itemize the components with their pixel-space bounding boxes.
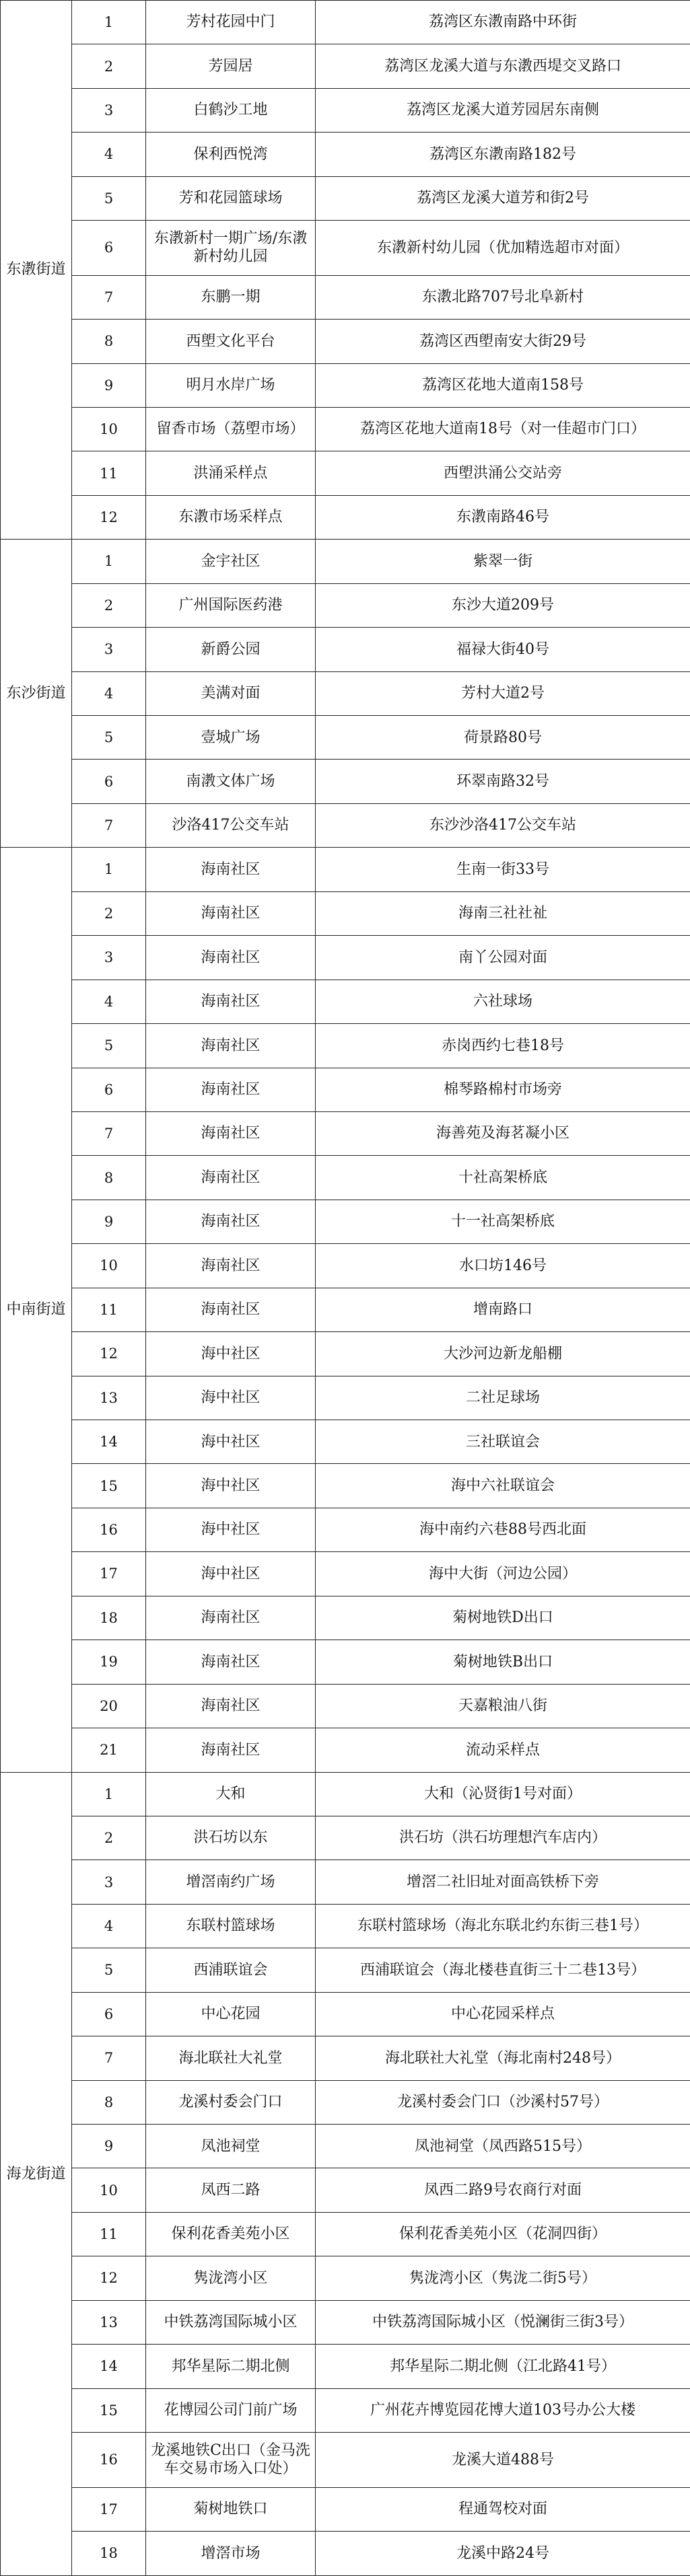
address-cell: 海南三社社祉 (316, 891, 690, 935)
row-number-cell: 5 (72, 176, 146, 220)
row-number-cell: 14 (72, 1420, 146, 1464)
address-cell: 荔湾区西塱南安大街29号 (316, 320, 690, 363)
table-row (1, 320, 690, 363)
row-number-cell: 19 (72, 1640, 146, 1684)
table-row (1, 1552, 690, 1596)
site-name-cell: 大和 (146, 1772, 316, 1816)
site-name-cell: 海中社区 (146, 1552, 316, 1596)
address-cell: 龙溪中路24号 (316, 2532, 690, 2576)
table-row (1, 1904, 690, 1948)
table-row (1, 451, 690, 495)
table-row (1, 1772, 690, 1816)
row-number-cell: 6 (72, 760, 146, 803)
table-row (1, 363, 690, 407)
table-row (1, 2433, 690, 2487)
site-name-cell: 海南社区 (146, 1288, 316, 1331)
address-cell: 赤岗西约七巷18号 (316, 1024, 690, 1068)
row-number-cell: 9 (72, 1200, 146, 1243)
site-name-cell: 金宇社区 (146, 540, 316, 583)
row-number-cell: 4 (72, 133, 146, 176)
table-row (1, 936, 690, 980)
site-name-cell: 海中社区 (146, 1376, 316, 1420)
address-cell: 东漖新村幼儿园（优加精选超市对面） (316, 221, 690, 275)
address-cell: 南丫公园对面 (316, 936, 690, 980)
address-cell: 隽泷湾小区（隽泷二街5号） (316, 2256, 690, 2300)
address-cell: 海北联社大礼堂（海北南村248号） (316, 2036, 690, 2080)
address-cell: 六社球场 (316, 980, 690, 1023)
row-number-cell: 7 (72, 1111, 146, 1155)
row-number-cell: 5 (72, 1024, 146, 1068)
table-row (1, 407, 690, 451)
address-cell: 东沙大道209号 (316, 583, 690, 627)
address-cell: 荷景路80号 (316, 716, 690, 760)
site-name-cell: 龙溪村委会门口 (146, 2080, 316, 2124)
address-cell: 东沙沙洛417公交车站 (316, 803, 690, 847)
address-cell: 菊树地铁B出口 (316, 1640, 690, 1684)
table-row (1, 1244, 690, 1288)
address-cell: 荔湾区东漖南路中环街 (316, 1, 690, 44)
site-name-cell: 海南社区 (146, 891, 316, 935)
row-number-cell: 3 (72, 1860, 146, 1904)
row-number-cell: 13 (72, 2300, 146, 2344)
table-row (1, 1288, 690, 1331)
table-row (1, 2487, 690, 2531)
site-name-cell: 东漖市场采样点 (146, 495, 316, 539)
table-row (1, 1640, 690, 1684)
address-cell: 凤池祠堂（凤西路515号） (316, 2125, 690, 2168)
address-cell: 龙溪村委会门口（沙溪村57号） (316, 2080, 690, 2124)
site-name-cell: 保利西悦湾 (146, 133, 316, 176)
site-name-cell: 海南社区 (146, 936, 316, 980)
table-row (1, 1420, 690, 1464)
address-cell: 海中六社联谊会 (316, 1464, 690, 1508)
table-row (1, 848, 690, 891)
row-number-cell: 5 (72, 716, 146, 760)
address-cell: 邦华星际二期北侧（江北路41号） (316, 2345, 690, 2388)
table-row (1, 2345, 690, 2388)
table-row (1, 1992, 690, 2036)
row-number-cell: 6 (72, 1992, 146, 2036)
site-name-cell: 壹城广场 (146, 716, 316, 760)
address-cell: 东漖北路707号北阜新村 (316, 275, 690, 319)
row-number-cell: 7 (72, 2036, 146, 2080)
site-name-cell: 中心花园 (146, 1992, 316, 2036)
address-cell: 洪石坊（洪石坊理想汽车店内） (316, 1816, 690, 1860)
address-cell: 广州花卉博览园花博大道103号办公大楼 (316, 2388, 690, 2432)
address-cell: 荔湾区东漖南路182号 (316, 133, 690, 176)
table-row (1, 1200, 690, 1243)
address-cell: 增滘二社旧址对面高铁桥下旁 (316, 1860, 690, 1904)
site-name-cell: 邦华星际二期北侧 (146, 2345, 316, 2388)
table-row (1, 2300, 690, 2344)
site-name-cell: 海中社区 (146, 1420, 316, 1464)
row-number-cell: 18 (72, 2532, 146, 2576)
site-name-cell: 海南社区 (146, 1156, 316, 1200)
row-number-cell: 5 (72, 1948, 146, 1992)
table-row (1, 2125, 690, 2168)
site-name-cell: 海南社区 (146, 980, 316, 1023)
row-number-cell: 2 (72, 583, 146, 627)
address-cell: 西浦联谊会（海北楼巷直街三十二巷13号） (316, 1948, 690, 1992)
address-cell: 海中大街（河边公园） (316, 1552, 690, 1596)
site-name-cell: 芳村花园中门 (146, 1, 316, 44)
site-name-cell: 美满对面 (146, 671, 316, 715)
address-cell: 环翠南路32号 (316, 760, 690, 803)
row-number-cell: 16 (72, 2433, 146, 2487)
row-number-cell: 1 (72, 848, 146, 891)
address-cell: 东漖南路46号 (316, 495, 690, 539)
table-row (1, 2256, 690, 2300)
row-number-cell: 4 (72, 671, 146, 715)
table-row (1, 1816, 690, 1860)
row-number-cell: 6 (72, 1068, 146, 1111)
address-cell: 荔湾区龙溪大道芳园居东南侧 (316, 88, 690, 132)
site-name-cell: 海南社区 (146, 1200, 316, 1243)
site-name-cell: 留香市场（荔塱市场） (146, 407, 316, 451)
site-name-cell: 白鹤沙工地 (146, 88, 316, 132)
address-cell: 荔湾区龙溪大道芳和街2号 (316, 176, 690, 220)
table-row (1, 980, 690, 1023)
address-cell: 天嘉粮油八街 (316, 1684, 690, 1728)
row-number-cell: 4 (72, 980, 146, 1023)
site-name-cell: 新爵公园 (146, 628, 316, 671)
table-row (1, 1024, 690, 1068)
row-number-cell: 11 (72, 2212, 146, 2256)
table-row (1, 671, 690, 715)
address-cell: 菊树地铁D出口 (316, 1596, 690, 1640)
table-row (1, 760, 690, 803)
row-number-cell: 17 (72, 1552, 146, 1596)
table-row (1, 88, 690, 132)
site-name-cell: 凤西二路 (146, 2168, 316, 2212)
row-number-cell: 1 (72, 540, 146, 583)
table-row (1, 495, 690, 539)
address-cell: 保利花香美苑小区（花洞四街） (316, 2212, 690, 2256)
address-cell: 二社足球场 (316, 1376, 690, 1420)
address-cell: 大沙河边新龙船棚 (316, 1332, 690, 1376)
site-name-cell: 东联村篮球场 (146, 1904, 316, 1948)
row-number-cell: 15 (72, 2388, 146, 2432)
table-row (1, 2168, 690, 2212)
site-name-cell: 明月水岸广场 (146, 363, 316, 407)
row-number-cell: 1 (72, 1, 146, 44)
site-name-cell: 芳和花园篮球场 (146, 176, 316, 220)
table-row (1, 583, 690, 627)
row-number-cell: 10 (72, 407, 146, 451)
site-name-cell: 海南社区 (146, 848, 316, 891)
site-name-cell: 增滘南约广场 (146, 1860, 316, 1904)
row-number-cell: 9 (72, 2125, 146, 2168)
address-cell: 程通驾校对面 (316, 2487, 690, 2531)
address-cell: 芳村大道2号 (316, 671, 690, 715)
site-name-cell: 洪涌采样点 (146, 451, 316, 495)
district-cell: 海龙街道 (1, 1772, 72, 2575)
site-name-cell: 保利花香美苑小区 (146, 2212, 316, 2256)
site-name-cell: 广州国际医药港 (146, 583, 316, 627)
site-name-cell: 花博园公司门前广场 (146, 2388, 316, 2432)
table-row (1, 1332, 690, 1376)
address-cell: 流动采样点 (316, 1728, 690, 1772)
row-number-cell: 1 (72, 1772, 146, 1816)
site-name-cell: 西浦联谊会 (146, 1948, 316, 1992)
site-name-cell: 海南社区 (146, 1684, 316, 1728)
site-name-cell: 海中社区 (146, 1464, 316, 1508)
address-cell: 龙溪大道488号 (316, 2433, 690, 2487)
row-number-cell: 3 (72, 88, 146, 132)
table-row (1, 44, 690, 88)
site-name-cell: 东鹏一期 (146, 275, 316, 319)
row-number-cell: 3 (72, 936, 146, 980)
table-row (1, 221, 690, 275)
row-number-cell: 2 (72, 891, 146, 935)
row-number-cell: 11 (72, 451, 146, 495)
address-cell: 紫翠一街 (316, 540, 690, 583)
site-name-cell: 洪石坊以东 (146, 1816, 316, 1860)
address-cell: 生南一街33号 (316, 848, 690, 891)
table-row (1, 1156, 690, 1200)
table-row (1, 1068, 690, 1111)
site-name-cell: 海南社区 (146, 1596, 316, 1640)
address-cell: 福禄大街40号 (316, 628, 690, 671)
row-number-cell: 9 (72, 363, 146, 407)
table-row (1, 716, 690, 760)
table-row (1, 176, 690, 220)
row-number-cell: 12 (72, 2256, 146, 2300)
site-name-cell: 龙溪地铁C出口（金马洗车交易市场入口处） (146, 2433, 316, 2487)
row-number-cell: 12 (72, 495, 146, 539)
row-number-cell: 16 (72, 1508, 146, 1551)
site-name-cell: 东漖新村一期广场/东漖新村幼儿园 (146, 221, 316, 275)
site-name-cell: 凤池祠堂 (146, 2125, 316, 2168)
site-name-cell: 海中社区 (146, 1332, 316, 1376)
row-number-cell: 11 (72, 1288, 146, 1331)
site-name-cell: 沙洛417公交车站 (146, 803, 316, 847)
row-number-cell: 7 (72, 803, 146, 847)
row-number-cell: 10 (72, 2168, 146, 2212)
table-row (1, 1376, 690, 1420)
site-name-cell: 海南社区 (146, 1244, 316, 1288)
row-number-cell: 3 (72, 628, 146, 671)
address-cell: 西塱洪涌公交站旁 (316, 451, 690, 495)
district-cell: 东漖街道 (1, 1, 72, 540)
row-number-cell: 8 (72, 2080, 146, 2124)
site-name-cell: 增滘市场 (146, 2532, 316, 2576)
row-number-cell: 15 (72, 1464, 146, 1508)
row-number-cell: 14 (72, 2345, 146, 2388)
row-number-cell: 4 (72, 1904, 146, 1948)
table-row (1, 2532, 690, 2576)
table-row (1, 540, 690, 583)
address-cell: 大和（沁贤街1号对面） (316, 1772, 690, 1816)
site-name-cell: 海南社区 (146, 1728, 316, 1772)
address-cell: 增南路口 (316, 1288, 690, 1331)
table-row (1, 2388, 690, 2432)
address-cell: 三社联谊会 (316, 1420, 690, 1464)
address-cell: 东联村篮球场（海北东联北约东街三巷1号） (316, 1904, 690, 1948)
row-number-cell: 12 (72, 1332, 146, 1376)
site-name-cell: 海北联社大礼堂 (146, 2036, 316, 2080)
address-cell: 荔湾区花地大道南18号（对一佳超市门口） (316, 407, 690, 451)
table-row (1, 133, 690, 176)
site-name-cell: 海南社区 (146, 1111, 316, 1155)
row-number-cell: 2 (72, 44, 146, 88)
table-row (1, 1111, 690, 1155)
table-row (1, 1508, 690, 1551)
table-row (1, 275, 690, 319)
site-name-cell: 海南社区 (146, 1068, 316, 1111)
address-cell: 棉琴路棉村市场旁 (316, 1068, 690, 1111)
table-row (1, 1948, 690, 1992)
row-number-cell: 18 (72, 1596, 146, 1640)
address-cell: 中心花园采样点 (316, 1992, 690, 2036)
district-cell: 东沙街道 (1, 540, 72, 848)
address-cell: 荔湾区花地大道南158号 (316, 363, 690, 407)
site-name-cell: 西塱文化平台 (146, 320, 316, 363)
address-cell: 水口坊146号 (316, 1244, 690, 1288)
table-row (1, 1464, 690, 1508)
site-name-cell: 海南社区 (146, 1640, 316, 1684)
table-row (1, 1728, 690, 1772)
table-row (1, 1, 690, 44)
row-number-cell: 8 (72, 1156, 146, 1200)
table-row (1, 803, 690, 847)
site-name-cell: 隽泷湾小区 (146, 2256, 316, 2300)
address-cell: 荔湾区龙溪大道与东漖西堤交叉路口 (316, 44, 690, 88)
address-cell: 十社高架桥底 (316, 1156, 690, 1200)
table-row (1, 1684, 690, 1728)
row-number-cell: 20 (72, 1684, 146, 1728)
table-row (1, 891, 690, 935)
site-name-cell: 菊树地铁口 (146, 2487, 316, 2531)
site-name-cell: 芳园居 (146, 44, 316, 88)
address-cell: 凤西二路9号农商行对面 (316, 2168, 690, 2212)
row-number-cell: 21 (72, 1728, 146, 1772)
district-cell: 中南街道 (1, 848, 72, 1772)
address-cell: 十一社高架桥底 (316, 1200, 690, 1243)
table-row (1, 1596, 690, 1640)
address-cell: 海善苑及海茗凝小区 (316, 1111, 690, 1155)
row-number-cell: 10 (72, 1244, 146, 1288)
table-row (1, 628, 690, 671)
address-cell: 中铁荔湾国际城小区（悦澜街三街3号） (316, 2300, 690, 2344)
row-number-cell: 17 (72, 2487, 146, 2531)
sampling-sites-table-body (1, 1, 690, 2576)
address-cell: 海中南约六巷88号西北面 (316, 1508, 690, 1551)
site-name-cell: 南漖文体广场 (146, 760, 316, 803)
row-number-cell: 8 (72, 320, 146, 363)
site-name-cell: 中铁荔湾国际城小区 (146, 2300, 316, 2344)
table-row (1, 2036, 690, 2080)
row-number-cell: 7 (72, 275, 146, 319)
row-number-cell: 2 (72, 1816, 146, 1860)
site-name-cell: 海南社区 (146, 1024, 316, 1068)
row-number-cell: 6 (72, 221, 146, 275)
site-name-cell: 海中社区 (146, 1508, 316, 1551)
table-row (1, 1860, 690, 1904)
row-number-cell: 13 (72, 1376, 146, 1420)
table-row (1, 2080, 690, 2124)
table-row (1, 2212, 690, 2256)
